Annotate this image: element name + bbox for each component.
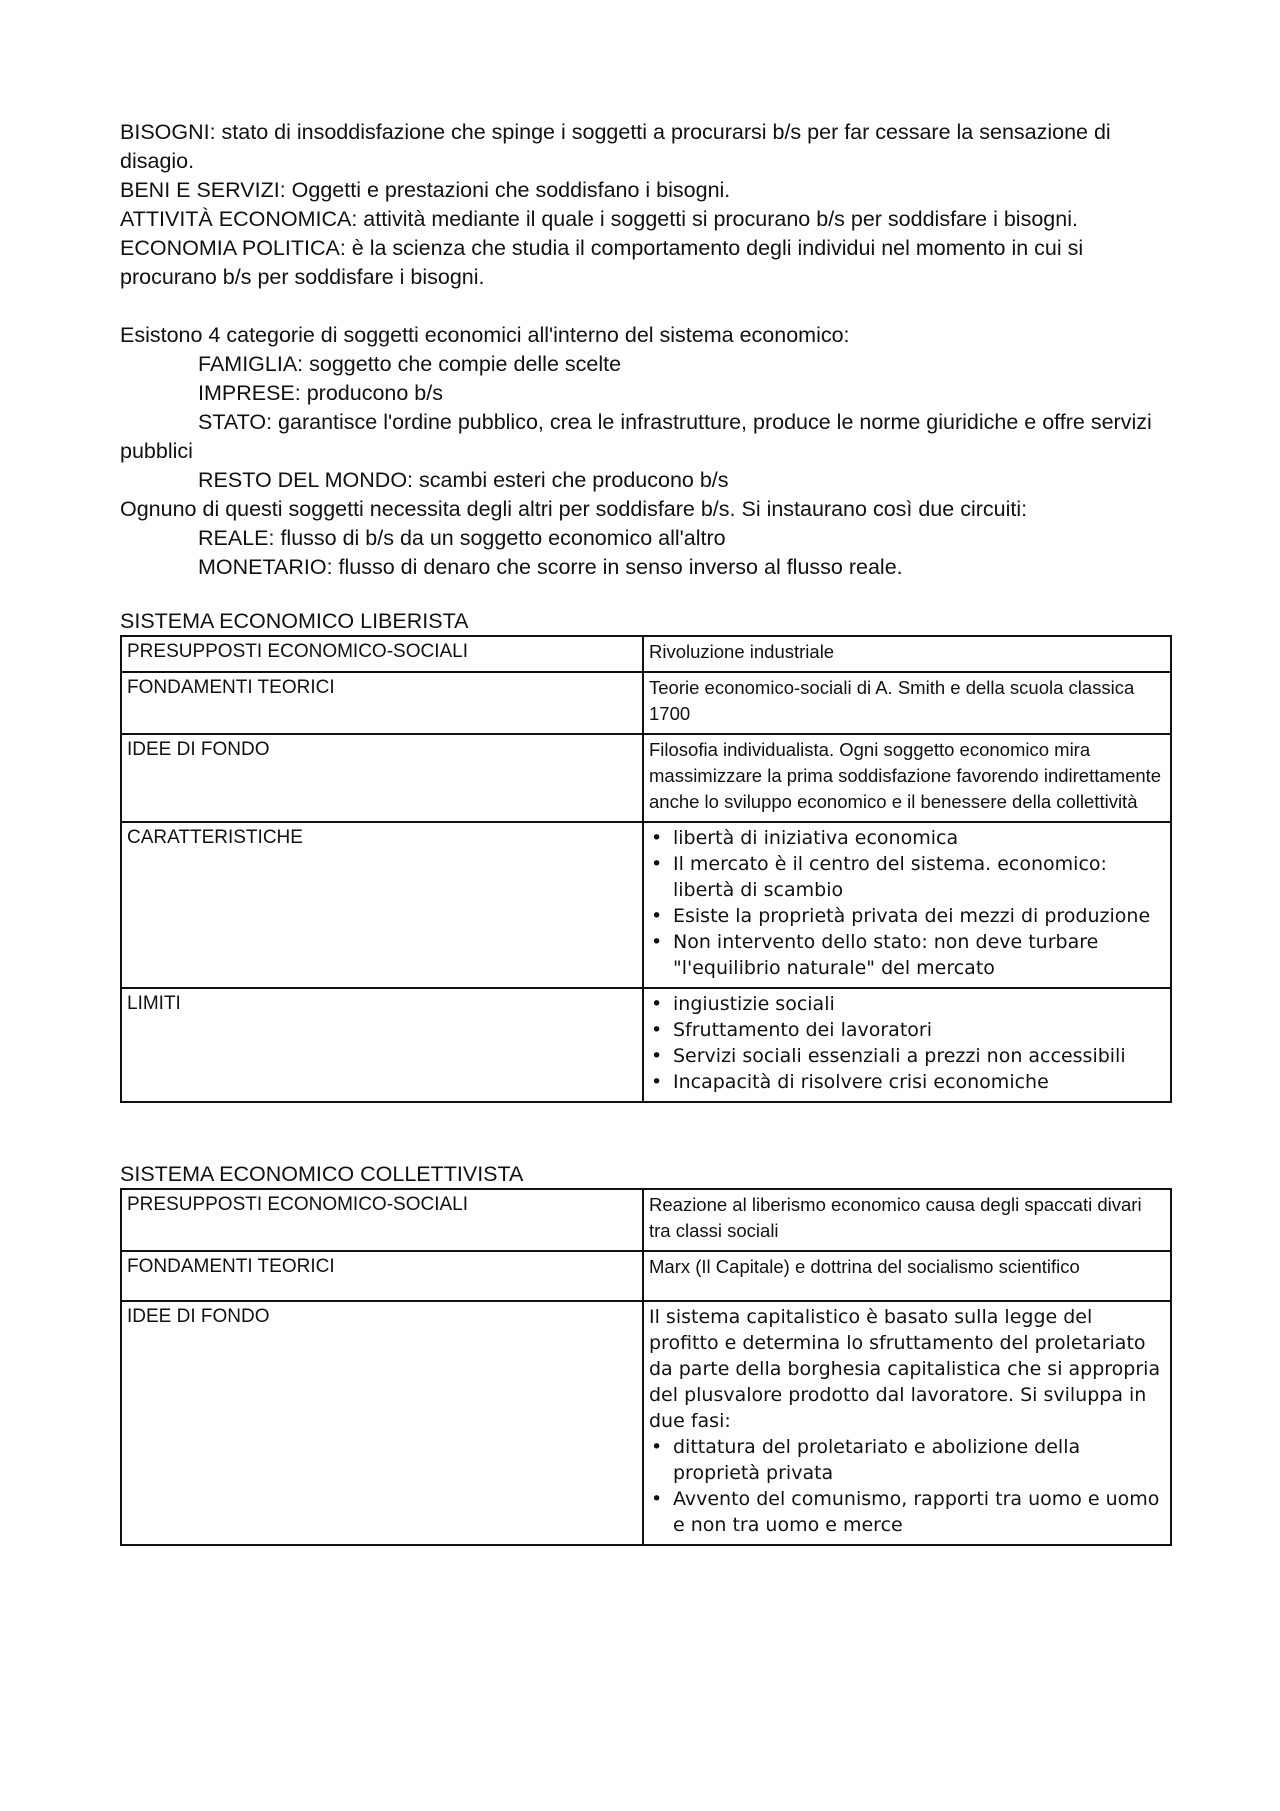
list-item: • Avvento del comunismo, rapporti tra uomo e uomo e non tra uomo e merce [649,1486,1166,1538]
circuit-reale: REALE: flusso di b/s da un soggetto economico all'altro [198,526,726,550]
table-row [121,988,1171,1102]
list-item: • Non intervento dello stato: non deve turbare "l'equilibrio naturale" del mercato [649,929,1166,981]
row-value [643,1301,1171,1545]
table-row [121,822,1171,988]
list-item: • libertà di iniziativa economica [649,825,1166,851]
circuit-monetario: MONETARIO: flusso di denaro che scorre in senso inverso al flusso reale. [198,555,903,579]
row-label: IDEE DI FONDO [121,1301,643,1545]
row-value: Reazione al liberismo economico causa degli spaccati divari tra classi sociali [643,1189,1171,1251]
table-row [121,636,1171,672]
definition-economia-politica: ECONOMIA POLITICA: è la scienza che studia il comportamento degli individui nel momento in cui si procurano b/s per soddisfare i bisogni. [120,236,1084,289]
document-page [120,118,1172,1546]
category-stato [120,408,1172,466]
bullet-list [649,825,1166,981]
definition-beni-servizi: BENI E SERVIZI: Oggetti e prestazioni che soddisfano i bisogni. [120,178,731,202]
category-stato-text: STATO: garantisce l'ordine pubblico, crea le infrastrutture, produce le norme giuridiche e offre servizi pubblici [120,410,1152,463]
table-row [121,734,1171,822]
definition-attivita-economica: ATTIVITÀ ECONOMICA: attività mediante il quale i soggetti si procurano b/s per soddisfare i bisogni. [120,207,1078,231]
list-item: • Sfruttamento dei lavoratori [649,1017,1166,1043]
bullet-list [649,991,1166,1095]
row-label: FONDAMENTI TEORICI [121,1251,643,1301]
row-label: FONDAMENTI TEORICI [121,672,643,734]
list-item: • Il mercato è il centro del sistema. economico: libertà di scambio [649,851,1166,903]
row-label: IDEE DI FONDO [121,734,643,822]
category-famiglia: FAMIGLIA: soggetto che compie delle scelte [198,352,622,376]
row-value: Filosofia individualista. Ogni soggetto economico mira massimizzare la prima soddisfazione favorendo indirettamente anche lo sviluppo economico e il benessere della collettività [643,734,1171,822]
list-item: • dittatura del proletariato e abolizione della proprietà privata [649,1434,1166,1486]
category-resto-del-mondo: RESTO DEL MONDO: scambi esteri che producono b/s [198,468,729,492]
circuits-intro: Ognuno di questi soggetti necessita degli altri per soddisfare b/s. Si instaurano così due circuiti: [120,497,1028,521]
table-row [121,672,1171,734]
list-item: • Servizi sociali essenziali a prezzi non accessibili [649,1043,1166,1069]
collettivista-title: SISTEMA ECONOMICO COLLETTIVISTA [120,1162,524,1186]
table-row [121,1301,1171,1545]
row-value: Rivoluzione industriale [643,636,1171,672]
collettivista-table [120,1188,1172,1546]
table-row [121,1251,1171,1301]
list-item: • Incapacità di risolvere crisi economiche [649,1069,1166,1095]
row-label: LIMITI [121,988,643,1102]
liberista-table [120,635,1172,1103]
spacer [120,292,1172,321]
row-value [643,822,1171,988]
category-imprese: IMPRESE: producono b/s [198,381,443,405]
table-row [121,1189,1171,1251]
row-label: PRESUPPOSTI ECONOMICO-SOCIALI [121,1189,643,1251]
categories-intro: Esistono 4 categorie di soggetti economici all'interno del sistema economico: [120,323,850,347]
liberista-title: SISTEMA ECONOMICO LIBERISTA [120,609,469,633]
definitions-block [120,118,1172,292]
categories-block [120,321,1172,582]
row-value: Teorie economico-sociali di A. Smith e della scuola classica 1700 [643,672,1171,734]
row-value [643,988,1171,1102]
row-value-text: Il sistema capitalistico è basato sulla legge del profitto e determina lo sfruttamento del proletariato da parte della borghesia capitalistica che si appropria del plusvalore prodotto dal lavoratore. Si sviluppa in due fasi: [649,1306,1161,1432]
list-item: • Esiste la proprietà privata dei mezzi di produzione [649,903,1166,929]
bullet-list [649,1434,1166,1538]
row-label: CARATTERISTICHE [121,822,643,988]
list-item: • ingiustizie sociali [649,991,1166,1017]
definition-bisogni: BISOGNI: stato di insoddisfazione che spinge i soggetti a procurarsi b/s per far cessare la sensazione di disagio. [120,120,1111,173]
row-label: PRESUPPOSTI ECONOMICO-SOCIALI [121,636,643,672]
row-value: Marx (Il Capitale) e dottrina del socialismo scientifico [643,1251,1171,1301]
